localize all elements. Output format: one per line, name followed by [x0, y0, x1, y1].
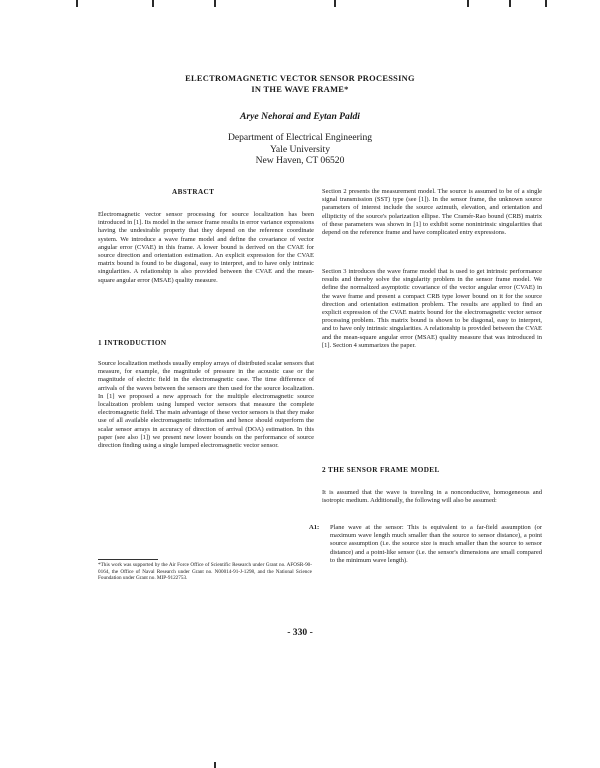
tick-mark — [214, 762, 216, 768]
affiliation-university: Yale University — [269, 143, 331, 155]
tick-mark — [467, 0, 469, 7]
affiliation-city: New Haven, CT 06520 — [255, 155, 345, 166]
tick-mark — [214, 0, 216, 7]
sensor-frame-heading: 2 THE SENSOR FRAME MODEL — [322, 466, 440, 474]
tick-mark — [545, 0, 547, 7]
authors: Arye Nehorai and Eytan Paldi — [240, 111, 360, 122]
assumption-label: A1: — [309, 524, 320, 531]
scan-tick-marks-bottom — [0, 756, 600, 768]
abstract-heading: ABSTRACT — [172, 188, 215, 196]
paper-title — [0, 73, 600, 95]
title-line-2: IN THE WAVE FRAME* — [251, 85, 349, 94]
footnote-text: *This work was supported by the Air Force Office of Scientific Research under Grant no. AFOSR-90-0164, the Office of Naval Research under Grant no. N00014-91-J-1298, and the National Science Foundation under Grant no. MIP-9122753. — [98, 562, 312, 582]
abstract-text: Electromagnetic vector sensor processing for source localization has been introduced in [1]. Its model in the sensor frame results in error variance expressions having the undesirable property that they depend on the reference coordinate system. We introduce a wave frame model and define the covariance of vector angular error (CVAE) in this frame. A lower bound is derived on the CVAE for source direction and orientation estimation. An explicit expression for the CVAE matrix bound is found to be diagonal, easy to interpret, and to have only intrinsic singularities. A relationship is also provided between the CVAE and the mean-square angular error (MSAE) quality measure. — [98, 211, 314, 284]
affiliation — [0, 132, 600, 167]
footnote-rule — [98, 559, 158, 560]
tick-mark — [334, 0, 336, 7]
tick-mark — [509, 0, 511, 7]
introduction-text: Source localization methods usually employ arrays of distributed scalar sensors that measure, for example, the magnitude of pressure in the acoustic case or the magnitude of electric field in the electromagnetic case. The time difference of arrivals of the waves between the sensors are then used for the source localization. In [1] we proposed a new approach for the multiple electromagnetic source localization problem using lumped vector sensors that measure the complete electromagnetic field. The main advantage of these vector sensors is that they make use of all available electromagnetic information and hence should outperform the scalar sensor arrays in accuracy of direction of arrival (DOA) estimation. In this paper (see also [1]) we present new lower bounds on the performance of source direction finding using a single lumped electromagnetic vector sensor. — [98, 360, 314, 450]
affiliation-department: Department of Electrical Engineering — [227, 132, 373, 143]
title-line-1: ELECTROMAGNETIC VECTOR SENSOR PROCESSING — [185, 74, 415, 83]
tick-mark — [76, 0, 78, 7]
section-overview-paragraph: Section 2 presents the measurement model. The source is assumed to be of a single signal transmission (SST) type (see [1]). In the sensor frame, the unknown source parameters of interest include the source azimuth, elevation, and orientation and ellipticity of the source's polarization ellipse. The Cramér-Rao bound (CRB) matrix of these parameters was shown in [1] to exhibit some nonintrinsic singularities that depend on the reference frame and have complicated entry expressions. — [322, 188, 542, 237]
introduction-heading: 1 INTRODUCTION — [98, 339, 167, 347]
scan-tick-marks — [0, 0, 600, 12]
page-number: - 330 - — [287, 627, 313, 638]
sensor-frame-paragraph: It is assumed that the wave is traveling in a nonconductive, homogeneous and isotropic medium. Additionally, the following will also be assumed: — [322, 489, 542, 505]
assumption-text: Plane wave at the sensor: This is equivalent to a far-field assumption (or maximum wave length much smaller than the source to sensor distance), a point source assumption (i.e. the source size is much smaller than the source to sensor distance) and a point-like sensor (i.e. the sensor's dimensions are small compared to the minimum wave length). — [330, 524, 542, 564]
wave-frame-overview-paragraph: Section 3 introduces the wave frame model that is used to get intrinsic performance results and thereby solve the singularity problem in the sensor frame model. We define the normalized asymptotic covariance of the vector angular error (CVAE) in the wave frame and present a compact CRB type lower bound on it for the source direction and orientation estimation problem. The results are applied to find an explicit expression of the CVAE matrix bound for the electromagnetic vector sensor processing problem. This matrix bound is shown to be diagonal, easy to interpret, and to have only intrinsic singularities. A relationship is provided between the CVAE and the mean-square angular error (MSAE) quality measure that was introduced in [1]. Section 4 summarizes the paper. — [322, 268, 542, 349]
tick-mark — [152, 0, 154, 7]
